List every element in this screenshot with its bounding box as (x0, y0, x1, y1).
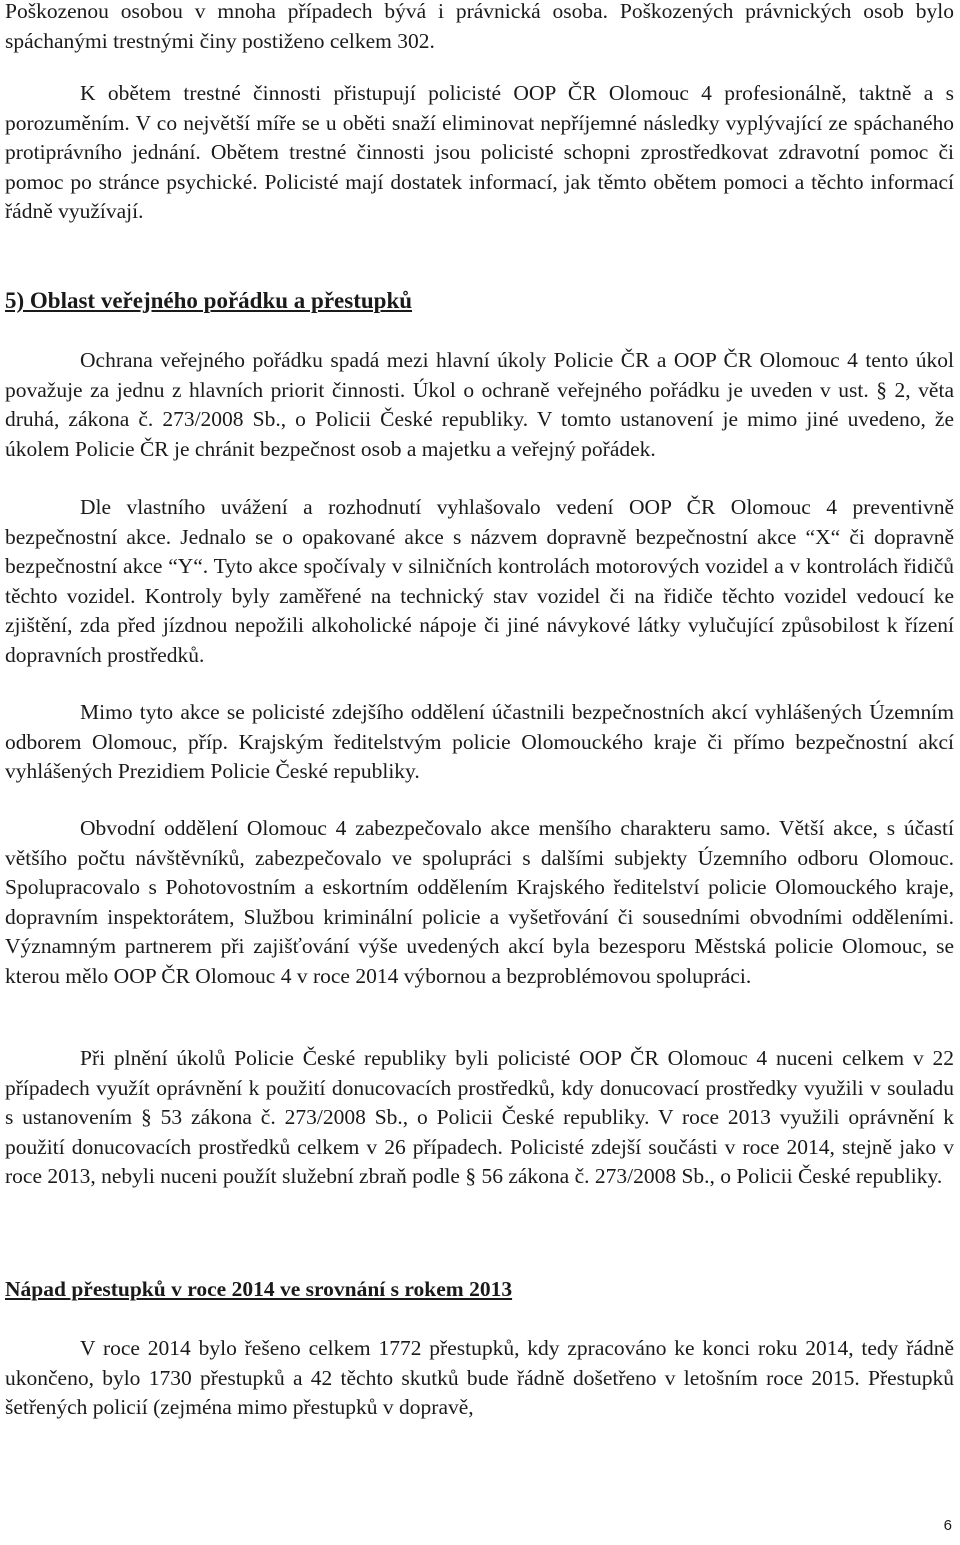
paragraph-cooperation: Obvodní oddělení Olomouc 4 zabezpečovalo akce menšího charakteru samo. Větší akce, s účastí většího počtu návštěvníků, zabezpečovalo ve spolupráci s dalšími subjekty Územního odboru Olomouc. Spolupracovalo s Pohotovostním a eskortním oddělením Krajského ředitelství policie Olomouckého kraje, dopravním inspektorátem, Službou kriminální policie a vyšetřování či sousedními obvodními odděleními. Významným partnerem při zajišťování výše uvedených akcí byla bezesporu Městská policie Olomouc, se kterou mělo OOP ČR Olomouc 4 v roce 2014 výbornou a bezproblémovou spolupráci. (5, 816, 954, 988)
section-heading: 5) Oblast veřejného pořádku a přestupků (5, 288, 413, 313)
paragraph-preventive-actions: Dle vlastního uvážení a rozhodnutí vyhlašovalo vedení OOP ČR Olomouc 4 preventivně bezpečnostní akce. Jednalo se o opakované akce s názvem dopravně bezpečnostní akce “X“ či dopravně bezpečnostní akce “Y“. Tyto akce spočívaly v silničních kontrolách motorových vozidel a v kontrolách řidičů těchto vozidel. Kontroly byly zaměřené na technický stav vozidel či na řidiče těchto vozidel vedoucí ke zjištění, zda před jízdnou nepožili alkoholické nápoje či jiné návykové látky vylučující způsobilost k řízení dopravních prostředků. (5, 495, 954, 667)
paragraph-victims: K obětem trestné činnosti přistupují policisté OOP ČR Olomouc 4 profesionálně, taktně a s porozuměním. V co největší míře se u oběti snaží eliminovat nepříjemné následky vyplývající ze spáchaného protiprávního jednání. Obětem trestné činnosti jsou policisté schopni zprostředkovat zdravotní pomoc či pomoc po stránce psychické. Policisté mají dostatek informací, jak těmto obětem pomoci a těchto informací řádně využívají. (5, 81, 954, 223)
paragraph-coercive-means: Při plnění úkolů Policie České republiky byli policisté OOP ČR Olomouc 4 nuceni celkem v 22 případech využít oprávnění k použití donucovacích prostředků, kdy donucovací prostředky využili v souladu s ustanovením § 53 zákona č. 273/2008 Sb., o Policii České republiky. V roce 2013 využili oprávnění k použití donucovacích prostředků celkem v 26 případech. Policisté zdejší součásti v roce 2014, stejně jako v roce 2013, nebyli nuceni použít služební zbraň podle § 56 zákona č. 273/2008 Sb., o Policii České republiky. (5, 1046, 954, 1188)
offences-heading: Nápad přestupků v roce 2014 ve srovnání s rokem 2013 (5, 1277, 513, 1301)
paragraph-other-actions: Mimo tyto akce se policisté zdejšího oddělení účastnili bezpečnostních akcí vyhlášených Územním odborem Olomouc, příp. Krajským ředitelstvým policie Olomouckého kraje či přímo bezpečnostní akcí vyhlášených Prezidiem Policie České republiky. (5, 700, 954, 783)
page-number: 6 (943, 1517, 952, 1534)
paragraph-public-order: Ochrana veřejného pořádku spadá mezi hlavní úkoly Policie ČR a OOP ČR Olomouc 4 tento úkol považuje za jednu z hlavních priorit činnosti. Úkol o ochraně veřejného pořádku je uveden v ust. § 2, věta druhá, zákona č. 273/2008 Sb., o Policii České republiky. V tomto ustanovení je mimo jiné uvedeno, že úkolem Policie ČR je chránit bezpečnost osob a majetku a veřejný pořádek. (5, 348, 954, 461)
paragraph-offences: V roce 2014 bylo řešeno celkem 1772 přestupků, kdy zpracováno ke konci roku 2014, tedy řádně ukončeno, bylo 1730 přestupků a 42 těchto skutků bude řádně došetřeno v letošním roce 2015. Přestupků šetřených policií (zejména mimo přestupků v dopravě, (5, 1336, 954, 1419)
paragraph-legal-persons: Poškozenou osobou v mnoha případech bývá i právnická osoba. Poškozených právnických osob bylo spáchanými trestnými činy postiženo celkem 302. (5, 0, 954, 53)
